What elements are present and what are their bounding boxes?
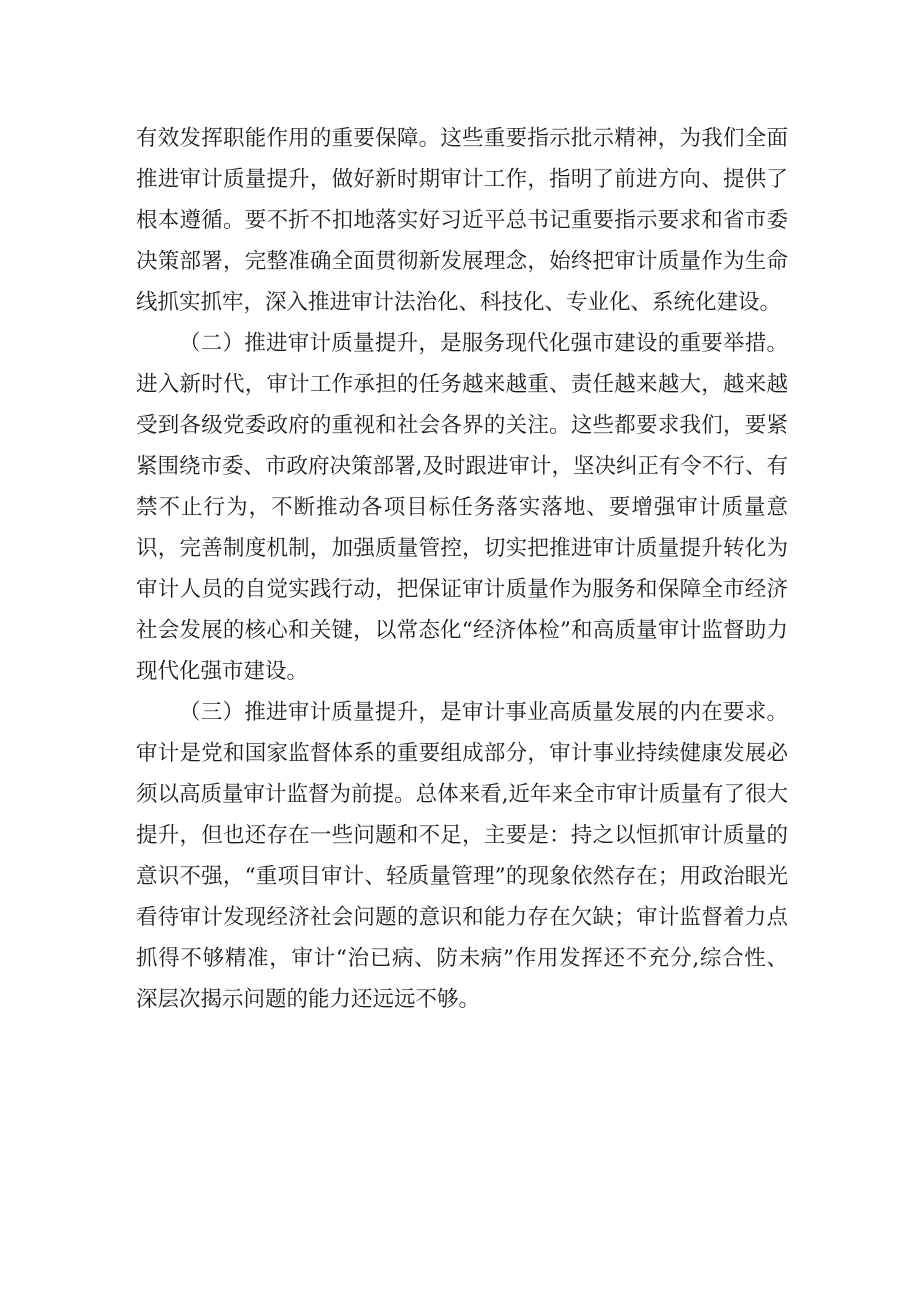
- paragraph-continuation: 有效发挥职能作用的重要保障。这些重要指示批示精神，为我们全面推进审计质量提升，做好新时期审计工作，指明了前进方向、提供了根本遵循。要不折不扣地落实好习近平总书记重要指示要求和省市委决策部署，完整准确全面贯彻新发展理念，始终把审计质量作为生命线抓实抓牢，深入推进审计法治化、科技化、专业化、系统化建设。: [136, 126, 788, 315]
- paragraph-section-two: （二）推进审计质量提升，是服务现代化强市建设的重要举措。进入新时代，审计工作承担的任务越来越重、责任越来越大，越来越受到各级党委政府的重视和社会各界的关注。这些都要求我们，要紧紧围绕市委、市政府决策部署,及时跟进审计，坚决纠正有令不行、有禁不止行为，不断推动各项目标任务落实落地、要增强审计质量意识，完善制度机制，加强质量管控，切实把推进审计质量提升转化为审计人员的自觉实践行动，把保证审计质量作为服务和保障全市经济社会发展的核心和关键，以常态化“经济体检”和高质量审计监督助力现代化强市建设。: [136, 331, 788, 684]
- document-body: [136, 118, 788, 1020]
- paragraph-section-three: （三）推进审计质量提升，是审计事业高质量发展的内在要求。审计是党和国家监督体系的重要组成部分，审计事业持续健康发展必须以高质量审计监督为前提。总体来看,近年来全市审计质量有了很大提升，但也还存在一些问题和不足，主要是：持之以恒抓审计质量的意识不强，“重项目审计、轻质量管理”的现象依然存在；用政治眼光看待审计发现经济社会问题的意识和能力存在欠缺；审计监督着力点抓得不够精准，审计“治已病、防未病”作用发挥还不充分,综合性、深层次揭示问题的能力还远远不够。: [136, 700, 788, 1012]
